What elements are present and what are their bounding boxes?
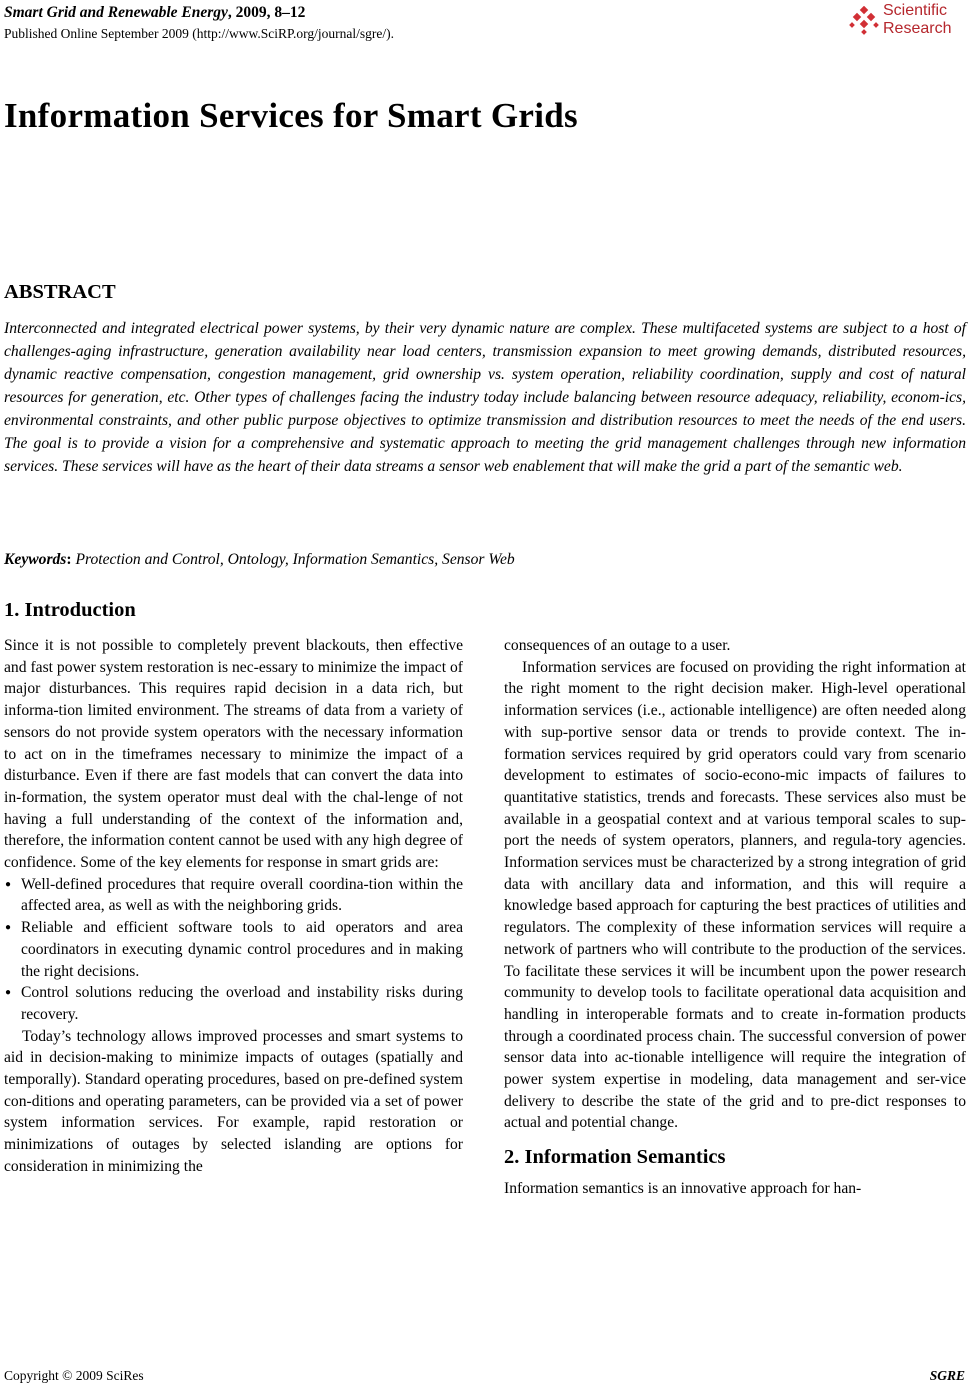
left-column [4, 635, 463, 1178]
logo-line-2: Research [883, 20, 952, 37]
paper-title: Information Services for Smart Grids [4, 96, 578, 135]
logo-line-1: Scientific [883, 2, 948, 19]
list-item: ● Control solutions reducing the overload and instability risks during recovery. [4, 982, 463, 1025]
logo-text [883, 2, 951, 38]
published-online: Published Online September 2009 (http://www.SciRP.org/journal/sgre/). [4, 26, 394, 41]
journal-name: Smart Grid and Renewable Energy [4, 4, 228, 21]
section-1-heading: 1. Introduction [4, 599, 136, 621]
scientific-research-logo-icon [849, 6, 879, 36]
intro-paragraph-3: Information services are focused on providing the right information at the right moment to the right decision maker. High-level operational information services (i.e., actionable intelligence) are often needed along with sup-portive sensor data or trends to provide context. The in-formation services required by grid operators could vary from scenario development to estimates of socio-econo-mic impacts of failures to quantitative statistics, trends and forecasts. These services also must be available in a geospatial context and at various temporal scales to sup-port the needs of system operators, planners, and regula-tory agencies. Information services must be characterized by a strong integration of grid data with ancillary data and information, and this will require a knowledge based approach for capturing the best practices of utilities and regulators. The complexity of these information services will require a network of partners who will contribute to the production of the services. To facilitate these services it will be incumbent upon the power research community to develop tools to facilitate operational data acquisition and handling in interoperable formats and to create in-formation products through a coordinated process chain. The successful conversion of power sensor data into ac-tionable intelligence will require the integration of power system expertise in modeling, data management and ser-vice delivery to describe the state of the grid and to pre-dict responses to actual and potential change. [504, 658, 966, 1132]
journal-abbr-footer: SGRE [929, 1368, 965, 1383]
keywords [4, 551, 515, 569]
right-column [504, 635, 966, 1200]
section-2-heading: 2. Information Semantics [504, 1146, 726, 1169]
list-item: ● Well-defined procedures that require overall coordina-tion within the affected area, as well as with the neighboring grids. [4, 874, 463, 917]
semantics-paragraph-1: Information semantics is an innovative approach for han- [504, 1180, 862, 1198]
keywords-list: Protection and Control, Ontology, Information Semantics, Sensor Web [75, 551, 515, 568]
journal-volume: , 2009, 8–12 [227, 4, 306, 21]
publisher-logo [849, 2, 967, 42]
key-elements-list [4, 874, 463, 1026]
keywords-colon: : [66, 551, 76, 568]
intro-paragraph-2: Today’s technology allows improved processes and smart systems to aid in decision-making to minimize impacts of outages (spatially and temporally). Standard operating procedures, based on pre-defined system con-ditions and operating parameters, can be provided via a set of power system information services. For example, rapid restoration or minimizations of outages by selected islanding are options for consideration in minimizing the [4, 1027, 463, 1175]
copyright-footer: Copyright © 2009 SciRes [4, 1368, 144, 1383]
keywords-label: Keywords [4, 551, 67, 568]
abstract-text: Interconnected and integrated electrical power systems, by their very dynamic nature are complex. These multifaceted systems are subject to a host of challenges-aging infrastructure, generation availability near load centers, transmission expansion to meet growing demands, distributed resources, dynamic reactive compensation, congestion management, grid ownership vs. system operation, reliability coordination, supply and cost of natural resources for generation, etc. Other types of challenges facing the industry today include balancing between resource adequacy, reliability, econom-ics, environmental constraints, and other public purpose objectives to optimize transmission and distribution resources to meet the needs of the end users. The goal is to provide a vision for a comprehensive and systematic approach to meeting the grid management challenges through new information services. These services will have as the heart of their data streams a sensor web enablement that will make the grid a part of the semantic web. [4, 320, 966, 475]
abstract-heading: ABSTRACT [4, 281, 116, 303]
list-item: ● Reliable and efficient software tools to aid operators and area coordinators in executing dynamic control procedures and in making the right decisions. [4, 917, 463, 982]
intro-paragraph-2-continued: consequences of an outage to a user. [504, 637, 731, 654]
journal-header [4, 4, 305, 22]
intro-paragraph-1: Since it is not possible to completely prevent blackouts, then effective and fast power system restoration is nec-essary to minimize the impact of major disturbances. This requires rapid decision in a data rich, but informa-tion limited environment. The streams of data from a variety of sensors do not provide system operators with the necessary information to act on in the timeframes necessary to minimize the impact of a disturbance. Even if there are fast models that can convert the data into in-formation, the system operator must deal with the chal-lenge of not having a full understanding of the context of the information and, therefore, the information content cannot be used with any high degree of confidence. Some of the key elements for response in smart grids are: [4, 637, 463, 872]
